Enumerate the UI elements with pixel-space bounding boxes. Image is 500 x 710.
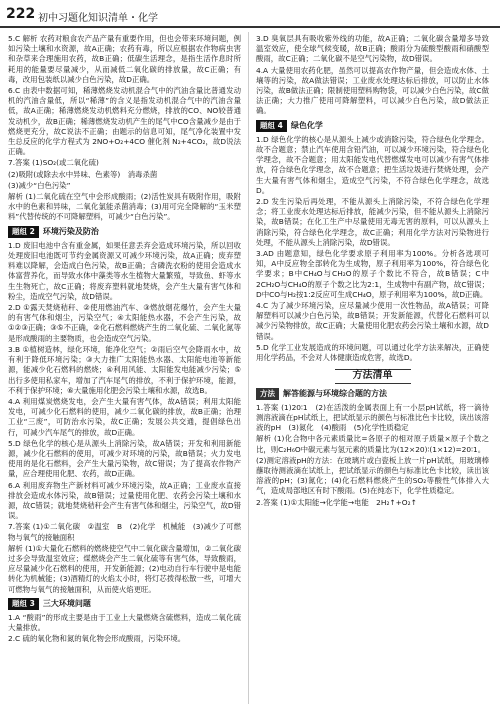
left-column [8, 34, 241, 646]
answer-paragraph: 4.A 大量使用农药化肥，虽然可以提高农作物产量，但会造成水体、土壤等的污染，故A做法错误；工业废水处理达标后排放，可以防止水体污染，故B做法正确；限制使用塑料购物袋，可以减少白色污染，故C做法正确；大力推广使用可降解塑料，可以减少白色污染，故D做法正确。 [256, 65, 489, 116]
right-column [256, 34, 489, 509]
right-intro [256, 34, 489, 117]
header-rule [0, 26, 500, 28]
book-title: 初中习题化知识清单・化学 [38, 13, 158, 24]
section-2-body [8, 241, 241, 595]
section-title: 环境污染及防治 [42, 226, 99, 236]
answer-paragraph: 1.D 废旧电池中含有重金属，如果任意丢弃会造成环境污染，所以回收处理废旧电池既可节约金属资源又可减少环境污染，故A正确；废弃塑料难以降解，会造成白色污染，故B正确；含磷洗衣粉的使用会造成水体富营养化，而导致水体中藻类等水生植物大量繁殖，导致鱼、虾等水生生物死亡，故C正确；将废弃塑料就地焚烧，会产生大量有害气体和粉尘，造成空气污染，故D错误。 [8, 240, 241, 301]
section-heading-2 [8, 226, 241, 238]
answer-paragraph: 2.C 硫的氧化物和氮的氧化物会形成酸雨，污染环境。 [8, 634, 186, 644]
answer-paragraph: 1.A “酸雨”的形成主要是由于工业上大量燃烧含硫燃料，造成二氧化硫大量排放。 [8, 612, 241, 633]
left-intro [8, 34, 241, 223]
method-tag: 方法 [256, 388, 279, 400]
answer-paragraph: 解析 (1)二氧化硫在空气中会形成酸雨；(2)活性炭具有吸附作用，吸附水中的色素和异味，二氧化氯能杀菌消毒；(3)用可完全降解的“玉米塑料”代替传统的不可降解塑料，可减少“白色污染”。 [8, 192, 241, 222]
answer-paragraph: 2.D ①露天焚烧秸秆、②使用燃油汽车、③燃放烟花爆竹，会产生大量的有害气体和烟尘，污染空气；④太阳能热水器，不会产生污染，故①②③正确；③⑤不正确，②化石燃料燃烧产生的二氧化硫、二氧化氮等是形成酸雨的主要物质，也会造成空气污染。 [8, 303, 241, 343]
answer-paragraph: 6.A 利用废弃物生产新材料可减少环境污染，故A正确；工业废水直接排放会造成水体污染，故B错误；过量使用化肥、农药会污染土壤和水源，故C错误；就地焚烧秸秆会产生有害气体和烟尘，污染空气，故D错误。 [8, 480, 241, 521]
answer-paragraph: 7.答案 (1)①二氧化碳 ②温室 B (2)化学 机械能 (3)减少了可燃物与氧气的接触面积 [8, 522, 241, 542]
answer-paragraph: 2.D 发生污染后再处理，不能从源头上消除污染，不符合绿色化学理念；将工业废水处理达标后排放，能减少污染，但不能从源头上消除污染，故B错误；在化工生产中尽量使用无毒无害的原料，可以从源头上消除污染，符合绿色化学理念，故C正确；利用化学方法对污染物进行处理，不能从源头上消除污染，故D错误。 [256, 197, 489, 247]
answer-paragraph: 7.答案 (1)SO₂(或二氧化硫) [8, 158, 99, 168]
answer-paragraph: (2)吸附(或除去水中异味、色素等) 消毒杀菌 [8, 169, 158, 179]
answer-paragraph: 4.C 为了减少环境污染，应尽量减少使用一次性物品，故A错误；可降解塑料可以减少白色污染，故B错误；开发新能源，代替化石燃料可以减少污染物排放，故C正确；大量使用化肥农药会污染土壤和水源，故D错误。 [256, 301, 489, 341]
answer-paragraph: 5.D 绿色化学的核心是从源头上消除污染，故A错误；开发和利用新能源，减少化石燃料的使用，可减少对环境的污染，故B错误；火力发电使用的是化石燃料，会产生大量污染物，故C错误；为了提高农作物产量，应合理使用化肥、农药，故D正确。 [8, 438, 241, 479]
section-title: 绿色化学 [290, 120, 323, 130]
answer-paragraph: 4.A 利用煤炭燃烧发电，会产生大量有害气体，故A错误；利用太阳能发电，可减少化石燃料的使用，减少二氧化碳的排放，故B正确；治理工业“三废”，可防治水污染，故C正确；发展公共交通，提倡绿色出行，可减少汽车尾气的排放，故D正确。 [8, 396, 241, 437]
method-banner-text: 方法清单 [335, 369, 411, 383]
answer-paragraph: (3)减少“白色污染” [8, 180, 71, 190]
page-header [0, 0, 500, 30]
answer-paragraph: 1.D 绿色化学的核心是从源头上减少或消除污染，符合绿色化学理念。故不合题意；禁止汽车使用含铅汽油，可以减少环境污染，符合绿色化学理念，故不合题意；用太阳能发电代替燃煤发电可以减少有害气体排放，符合绿色化学理念，故不合题意；把生活垃圾进行焚烧处理，会产生大量有害气体和烟尘，造成空气污染，不符合绿色化学理念，故选D。 [256, 134, 489, 195]
answer-paragraph: 3.B ①植树造林，绿化环境，能净化空气；②雨后空气会降雨水中，故有利于降低环境污染；③大力推广太阳能热水器、太阳能电池等新能源，能减少化石燃料的燃烧；④利用风能、太阳能发电能减少污染；⑤出行多使用私家车，增加了汽车尾气的排放，不利于保护环境，能源，不利于保护环境；⑥大量施用化肥会污染土壤和水源，故选B。 [8, 344, 241, 395]
answer-paragraph: 解析 (1)①大量化石燃料的燃烧使空气中二氧化碳含量增加，②二氧化碳过多会导致温室效应；煤燃烧会产生二氧化硫等有害气体，导致酸雨，应尽量减少化石燃料的使用，开发新能源；(2)电动自行车行驶中是电能转化为机械能；(3)酒精灯的火焰太小时，将灯芯拨得松散一些，可增大可燃物与氧气的接触面积，从而使火焰更旺。 [8, 543, 242, 594]
method-banner [256, 369, 489, 383]
answer-paragraph: 1.答案 (1)20∶1 (2)在活泼的金属表面上有一小层pH试纸，将一滴待测溶液滴在pH试纸上，把试纸显示的颜色与标准比色卡比较，读出该溶液的pH (3)氮化 (4)酸雨 (5)化学性质稳定 [256, 402, 489, 433]
answer-paragraph: 5.C 解析 农药对粮食农产品产量有重要作用，但也会带来环境问题，例如污染土壤和水资源，故A正确；农药有毒，所以应根据农作物病虫害和杂草来合理施用农药，故B正确；低碳生活理念，是指生活作息时所耗用的能量要尽量减少，从而减低二氧化碳的排放量，故C正确；有毒，改用包装纸以减少白色污染，故D正确。 [8, 34, 241, 84]
answer-paragraph: 3.D 臭氧层具有吸收紫外线的功能，故A正确；二氧化碳含量增多导致温室效应，使全球气候变暖，故B正确；酸雨分为硫酸型酸雨和硝酸型酸雨，故C正确；二氧化碳不是空气污染物，故D错误。 [256, 34, 489, 64]
answer-paragraph: 2.答案 (1)①太阳能→化学能→电能 2H₂↑+O₂↑ [256, 497, 417, 507]
section-title: 三大环境问题 [42, 598, 91, 608]
answer-paragraph: 3.AD 由题意知，绿色化学要求原子利用率为100%。分析各选项可知，A中反应物全部转化为生成物，原子利用率为100%，符合绿色化学要求；B中CH₄O与CH₂O的原子个数比不符合，故B错误；C中2CH₂O与CH₄O的原子个数之比为2:1，生成物中有副产物，故C错误；D中CO与H₂按1:2反应可生成CH₄O，原子利用率为100%，故D正确。 [256, 249, 489, 299]
column-divider [248, 32, 249, 704]
answer-paragraph: 5.D 化学工业发展造成的环境问题，可以通过化学方法来解决，正确使用化学药品，不会对人体健康造成危害，故选D。 [256, 342, 489, 363]
section-3-body [8, 613, 241, 645]
method-body [256, 403, 489, 508]
method-heading [256, 388, 489, 400]
page-number: 222 [6, 6, 36, 22]
answer-paragraph: 解析 (1)化合物中各元素质量比=各原子的相对原子质量×原子个数之比，则C₂H₆O中碳元素与氢元素的质量比为(12×20)∶(1×12)=20∶1。 [256, 434, 489, 454]
section-4-body [256, 135, 489, 363]
section-heading-3 [8, 598, 241, 610]
section-tag: 题组 3 [8, 598, 39, 610]
answer-paragraph: (2)测定溶液pH的方法：在玻璃片或白瓷板上放一片pH试纸，用玻璃棒蘸取待测液滴在试纸上，把试纸显示的颜色与标准比色卡比较，读出该溶液的pH；(3)氮化；(4)化石燃料燃烧产生的SO₂等酸性气体排入大气，造成局部地区有时下酸雨。(5)在纯态下，化学性质稳定。 [256, 455, 489, 496]
section-tag: 题组 4 [256, 120, 287, 132]
section-heading-4 [256, 120, 489, 132]
method-title: 解答能源与环境综合题的方法 [283, 388, 387, 398]
section-tag: 题组 2 [8, 226, 39, 238]
answer-paragraph: 6.C 由表中数据可知，稀薄燃烧发动机混合气中的汽油含量比普通发动机的汽油含量低，所以“稀薄”的含义是指发动机混合气中的汽油含量低，故A正确；稀薄燃烧发动机燃料充分燃烧，排放的CO、NO较普通发动机少，故B正确；稀薄燃烧发动机产生的尾气中CO含量减少是由于燃烧更充分，故C说法不正确；由题示的信息可知，尾气净化装置中发生总反应的化学方程式为 2NO+O₂+4CO 催化剂 N₂+4CO₂，故D说法正确。 [8, 86, 241, 157]
